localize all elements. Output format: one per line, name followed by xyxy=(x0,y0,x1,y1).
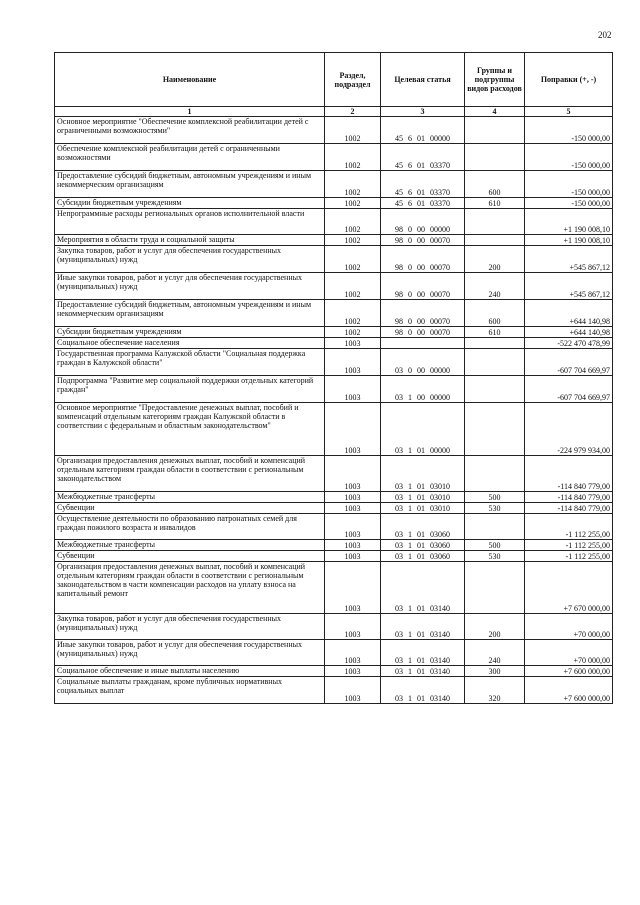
row-name-cell: Обеспечение комплексной реабилитации детей с ограниченными возможностями xyxy=(55,144,325,171)
row-name-cell: Основное мероприятие "Предоставление денежных выплат, пособий и компенсаций отдельным категориям граждан Калужской области в соответствии с федеральным и областным законодательством" xyxy=(55,403,325,456)
row-amount-cell: -1 112 255,00 xyxy=(525,540,613,551)
row-group-cell: 240 xyxy=(465,273,525,300)
table-row xyxy=(55,492,613,503)
row-section-cell: 1002 xyxy=(325,117,381,144)
row-name-cell: Подпрограмма "Развитие мер социальной поддержки отдельных категорий граждан" xyxy=(55,376,325,403)
table-row xyxy=(55,640,613,666)
row-section-cell: 1003 xyxy=(325,562,381,614)
row-target-cell: 03 1 01 03060 xyxy=(381,540,465,551)
row-section-cell: 1003 xyxy=(325,640,381,666)
table-row xyxy=(55,514,613,540)
row-amount-cell: +644 140,98 xyxy=(525,327,613,338)
table-row xyxy=(55,349,613,376)
row-target-cell: 03 1 01 03140 xyxy=(381,677,465,704)
table-row xyxy=(55,235,613,246)
table-row xyxy=(55,338,613,349)
row-group-cell xyxy=(465,376,525,403)
row-name-cell: Организация предоставления денежных выплат, пособий и компенсаций отдельным категориям граждан области в соответствии с региональным законодательством xyxy=(55,456,325,492)
header-section: Раздел, подраздел xyxy=(325,53,381,107)
row-section-cell: 1003 xyxy=(325,376,381,403)
row-name-cell: Государственная программа Калужской области "Социальная поддержка граждан в Калужской области" xyxy=(55,349,325,376)
row-group-cell: 610 xyxy=(465,327,525,338)
row-target-cell: 03 0 00 00000 xyxy=(381,349,465,376)
row-section-cell: 1002 xyxy=(325,246,381,273)
row-target-cell: 03 1 01 00000 xyxy=(381,403,465,456)
row-name-cell: Основное мероприятие "Обеспечение комплексной реабилитации детей с ограниченными возможностями" xyxy=(55,117,325,144)
row-group-cell xyxy=(465,338,525,349)
header-name: Наименование xyxy=(55,53,325,107)
table-row xyxy=(55,677,613,704)
table-row xyxy=(55,117,613,144)
row-section-cell: 1002 xyxy=(325,300,381,327)
row-name-cell: Организация предоставления денежных выплат, пособий и компенсаций отдельным категориям граждан области в соответствии с региональным законодательством в части компенсации расходов на уплату взноса на капитальный ремонт xyxy=(55,562,325,614)
row-target-cell: 03 1 01 03010 xyxy=(381,492,465,503)
row-target-cell: 98 0 00 00070 xyxy=(381,273,465,300)
table-header-row xyxy=(55,53,613,107)
row-amount-cell: -114 840 779,00 xyxy=(525,503,613,514)
row-group-cell: 530 xyxy=(465,503,525,514)
row-name-cell: Иные закупки товаров, работ и услуг для обеспечения государственных (муниципальных) нужд xyxy=(55,273,325,300)
row-name-cell: Социальное обеспечение населения xyxy=(55,338,325,349)
row-group-cell xyxy=(465,403,525,456)
row-target-cell: 03 1 01 03010 xyxy=(381,503,465,514)
row-amount-cell: -1 112 255,00 xyxy=(525,551,613,562)
row-group-cell: 600 xyxy=(465,171,525,198)
header-groups: Группы и подгруппы видов расходов xyxy=(465,53,525,107)
header-amendments: Поправки (+, -) xyxy=(525,53,613,107)
row-name-cell: Непрограммные расходы региональных органов исполнительной власти xyxy=(55,209,325,235)
row-name-cell: Межбюджетные трансферты xyxy=(55,492,325,503)
table-row xyxy=(55,503,613,514)
table-row xyxy=(55,376,613,403)
row-section-cell: 1002 xyxy=(325,171,381,198)
row-section-cell: 1003 xyxy=(325,338,381,349)
row-amount-cell: +70 000,00 xyxy=(525,614,613,640)
row-target-cell: 98 0 00 00070 xyxy=(381,246,465,273)
row-group-cell: 610 xyxy=(465,198,525,209)
row-group-cell xyxy=(465,235,525,246)
row-section-cell: 1003 xyxy=(325,492,381,503)
row-section-cell: 1003 xyxy=(325,614,381,640)
row-name-cell: Закупка товаров, работ и услуг для обеспечения государственных (муниципальных) нужд xyxy=(55,614,325,640)
row-name-cell: Иные закупки товаров, работ и услуг для обеспечения государственных (муниципальных) нужд xyxy=(55,640,325,666)
table-row xyxy=(55,246,613,273)
column-number: 2 xyxy=(325,107,381,117)
row-group-cell xyxy=(465,514,525,540)
row-group-cell xyxy=(465,209,525,235)
row-group-cell: 500 xyxy=(465,540,525,551)
row-amount-cell: -1 112 255,00 xyxy=(525,514,613,540)
row-name-cell: Субсидии бюджетным учреждениям xyxy=(55,198,325,209)
column-number: 1 xyxy=(55,107,325,117)
row-amount-cell: -114 840 779,00 xyxy=(525,492,613,503)
row-target-cell: 03 1 01 03140 xyxy=(381,562,465,614)
row-group-cell xyxy=(465,349,525,376)
row-section-cell: 1003 xyxy=(325,551,381,562)
header-target: Целевая статья xyxy=(381,53,465,107)
row-target-cell: 03 1 01 03140 xyxy=(381,614,465,640)
table-row xyxy=(55,562,613,614)
row-section-cell: 1003 xyxy=(325,403,381,456)
row-name-cell: Мероприятия в области труда и социальной защиты xyxy=(55,235,325,246)
row-section-cell: 1002 xyxy=(325,273,381,300)
table-row xyxy=(55,171,613,198)
row-group-cell: 240 xyxy=(465,640,525,666)
row-section-cell: 1003 xyxy=(325,677,381,704)
table-row xyxy=(55,614,613,640)
table-row xyxy=(55,551,613,562)
row-amount-cell: -522 470 478,99 xyxy=(525,338,613,349)
page-number: 202 xyxy=(598,30,612,40)
row-target-cell: 45 6 01 03370 xyxy=(381,198,465,209)
column-number-row xyxy=(55,107,613,117)
row-name-cell: Осуществление деятельности по образованию патронатных семей для граждан пожилого возраста и инвалидов xyxy=(55,514,325,540)
row-target-cell: 98 0 00 00070 xyxy=(381,235,465,246)
table-row xyxy=(55,403,613,456)
row-group-cell xyxy=(465,144,525,171)
row-group-cell: 530 xyxy=(465,551,525,562)
row-target-cell: 45 6 01 03370 xyxy=(381,144,465,171)
row-name-cell: Субвенции xyxy=(55,503,325,514)
row-target-cell: 45 6 01 00000 xyxy=(381,117,465,144)
column-number: 4 xyxy=(465,107,525,117)
table-row xyxy=(55,666,613,677)
table-row xyxy=(55,198,613,209)
row-section-cell: 1003 xyxy=(325,666,381,677)
row-amount-cell: -150 000,00 xyxy=(525,171,613,198)
table-row xyxy=(55,327,613,338)
row-group-cell: 500 xyxy=(465,492,525,503)
row-amount-cell: +545 867,12 xyxy=(525,273,613,300)
budget-amendments-table xyxy=(54,52,613,704)
row-amount-cell: -607 704 669,97 xyxy=(525,349,613,376)
table-row xyxy=(55,209,613,235)
row-name-cell: Субвенции xyxy=(55,551,325,562)
row-section-cell: 1003 xyxy=(325,349,381,376)
row-section-cell: 1003 xyxy=(325,503,381,514)
row-amount-cell: +70 000,00 xyxy=(525,640,613,666)
row-target-cell: 03 1 01 03060 xyxy=(381,514,465,540)
row-target-cell: 03 1 01 03140 xyxy=(381,666,465,677)
row-amount-cell: +1 190 008,10 xyxy=(525,235,613,246)
table-row xyxy=(55,456,613,492)
row-section-cell: 1002 xyxy=(325,209,381,235)
row-group-cell: 200 xyxy=(465,246,525,273)
row-amount-cell: -607 704 669,97 xyxy=(525,376,613,403)
row-name-cell: Социальное обеспечение и иные выплаты населению xyxy=(55,666,325,677)
row-amount-cell: +1 190 008,10 xyxy=(525,209,613,235)
row-amount-cell: +7 670 000,00 xyxy=(525,562,613,614)
row-target-cell: 03 1 01 03060 xyxy=(381,551,465,562)
row-target-cell: 98 0 00 00070 xyxy=(381,327,465,338)
row-group-cell: 200 xyxy=(465,614,525,640)
row-amount-cell: +644 140,98 xyxy=(525,300,613,327)
row-section-cell: 1003 xyxy=(325,540,381,551)
row-target-cell: 98 0 00 00070 xyxy=(381,300,465,327)
row-target-cell: 03 1 01 03140 xyxy=(381,640,465,666)
row-amount-cell: -150 000,00 xyxy=(525,117,613,144)
table-row xyxy=(55,144,613,171)
row-target-cell xyxy=(381,338,465,349)
row-section-cell: 1003 xyxy=(325,456,381,492)
row-name-cell: Субсидии бюджетным учреждениям xyxy=(55,327,325,338)
row-name-cell: Социальные выплаты гражданам, кроме публичных нормативных социальных выплат xyxy=(55,677,325,704)
table-row xyxy=(55,300,613,327)
row-target-cell: 98 0 00 00000 xyxy=(381,209,465,235)
row-name-cell: Закупка товаров, работ и услуг для обеспечения государственных (муниципальных) нужд xyxy=(55,246,325,273)
row-amount-cell: -114 840 779,00 xyxy=(525,456,613,492)
row-section-cell: 1002 xyxy=(325,144,381,171)
row-target-cell: 03 1 01 03010 xyxy=(381,456,465,492)
row-amount-cell: -150 000,00 xyxy=(525,198,613,209)
row-section-cell: 1002 xyxy=(325,235,381,246)
row-amount-cell: +7 600 000,00 xyxy=(525,677,613,704)
row-amount-cell: -150 000,00 xyxy=(525,144,613,171)
row-group-cell xyxy=(465,456,525,492)
table-row xyxy=(55,540,613,551)
row-group-cell: 300 xyxy=(465,666,525,677)
row-section-cell: 1002 xyxy=(325,198,381,209)
row-amount-cell: -224 979 934,00 xyxy=(525,403,613,456)
row-group-cell: 320 xyxy=(465,677,525,704)
column-number: 3 xyxy=(381,107,465,117)
row-amount-cell: +545 867,12 xyxy=(525,246,613,273)
row-name-cell: Межбюджетные трансферты xyxy=(55,540,325,551)
column-number: 5 xyxy=(525,107,613,117)
row-group-cell xyxy=(465,117,525,144)
row-name-cell: Предоставление субсидий бюджетным, автономным учреждениям и иным некоммерческим организациям xyxy=(55,300,325,327)
row-group-cell xyxy=(465,562,525,614)
row-group-cell: 600 xyxy=(465,300,525,327)
row-section-cell: 1002 xyxy=(325,327,381,338)
row-target-cell: 03 1 00 00000 xyxy=(381,376,465,403)
row-target-cell: 45 6 01 03370 xyxy=(381,171,465,198)
row-section-cell: 1003 xyxy=(325,514,381,540)
table-row xyxy=(55,273,613,300)
row-amount-cell: +7 600 000,00 xyxy=(525,666,613,677)
row-name-cell: Предоставление субсидий бюджетным, автономным учреждениям и иным некоммерческим организациям xyxy=(55,171,325,198)
